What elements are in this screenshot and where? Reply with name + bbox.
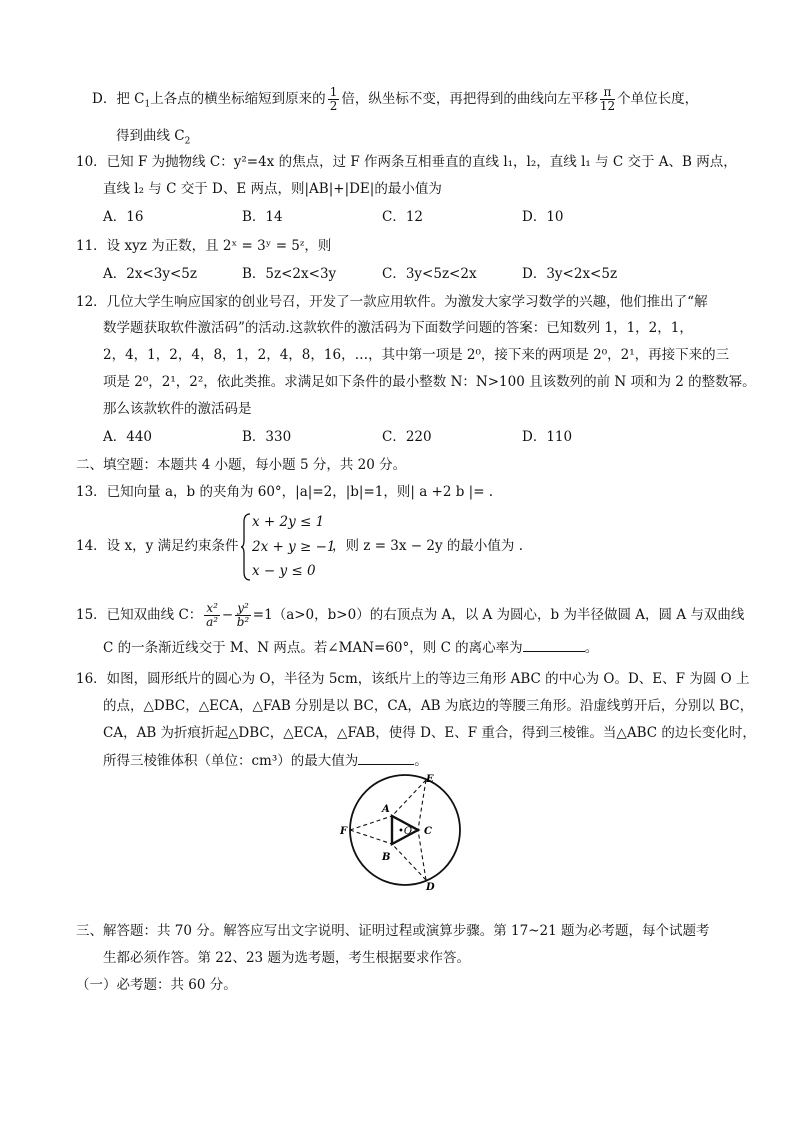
- q11-option-a: A．2x<3y<5z: [103, 266, 197, 282]
- q9-option-d: [92, 86, 698, 113]
- section-2-heading: 二、填空题：本题共 4 小题，每小题 5 分，共 20 分。: [76, 457, 407, 473]
- q11-option-b: B．5z<2x<3y: [242, 266, 337, 282]
- q13-line: 13．已知向量 a，b 的夹角为 60°，|a|=2，|b|=1，则| a +2 b |= .: [76, 484, 494, 500]
- q16-line-3: CA，AB 为折痕折起△DBC，△ECA，△FAB，使得 D、E、F 重合，得到三棱锥。当△ABC 的边长变化时，: [103, 725, 756, 741]
- q10-option-b: B．14: [242, 209, 283, 225]
- q12-line-5: 那么该款软件的激活码是: [103, 401, 252, 417]
- q10-line-1: 10．已知 F 为抛物线 C：y²=4x 的焦点，过 F 作两条互相垂直的直线 l₁，l₂，直线 l₁ 与 C 交于 A、B 两点，: [76, 154, 737, 170]
- fraction-y2-b2: $\frac{\text{y²}}{\text{b²}}$: [236, 601, 250, 629]
- section-3-line-2: 生都必须作答。第 22、23 题为选考题，考生根据要求作答。: [103, 950, 470, 966]
- answer-blank-16: [358, 750, 414, 765]
- q9d-text-4: 个单位长度，: [617, 91, 699, 107]
- q11-option-d: D．3y<2x<5z: [522, 266, 618, 282]
- q16-line-4: 所得三棱锥体积（单位：cm³）的最大值为 。: [103, 750, 428, 771]
- q14-constraint-1: x + 2y ≤ 1: [252, 514, 325, 530]
- q10-option-d: D．10: [522, 209, 564, 225]
- section-3-line-1: 三、解答题：共 70 分。解答应写出文字说明、证明过程或演算步骤。第 17~21 题为必考题，每个试题考: [76, 923, 710, 939]
- subsection-required: （一）必考题：共 60 分。: [76, 977, 237, 993]
- minus-sign: −: [221, 607, 234, 623]
- q14-prefix: 14．设 x，y 满足约束条件: [76, 538, 239, 554]
- q16-line-2: 的点，△DBC，△ECA，△FAB 分别是以 BC，CA，AB 为底边的等腰三角形。沿虚线剪开后，分别以 BC，: [103, 698, 754, 714]
- circle-triangle-figure: [338, 772, 468, 892]
- q14-constraint-3: x − y ≤ 0: [252, 563, 316, 579]
- q12-option-b: B．330: [242, 429, 292, 445]
- dash-fa: [350, 816, 392, 830]
- q10-option-a: A．16: [103, 209, 144, 225]
- q12-option-d: D．110: [522, 429, 573, 445]
- answer-blank-15: [523, 637, 585, 652]
- label-f: F: [340, 826, 348, 837]
- q9d-continuation: 得到曲线 $C_2$: [116, 128, 191, 147]
- q11-option-c: C．3y<5z<2x: [382, 266, 477, 282]
- label-e: E: [426, 774, 434, 785]
- q14-suffix: ，则 z = 3x − 2y 的最小值为 .: [332, 538, 523, 554]
- constraint-brace: [240, 512, 252, 582]
- dash-fb: [350, 830, 392, 844]
- fraction-pi-12: $\frac{\pi}{12}$: [599, 85, 616, 113]
- fraction-one-half: $\frac{1}{2}$: [329, 85, 338, 113]
- label-o: •O: [398, 826, 413, 837]
- q9d-text-2: 上各点的横坐标缩短到原来的: [150, 91, 326, 107]
- q15-prefix: 15．已知双曲线 C：: [76, 607, 203, 623]
- q14-constraint-2: 2x + y ≥ −1: [252, 539, 336, 555]
- q10-option-c: C．12: [382, 209, 424, 225]
- q12-line-2: 数学题获取软件激活码”的活动.这款软件的激活码为下面数学问题的答案：已知数列 1，1，2，1，: [103, 320, 693, 336]
- q11-line-1: 11．设 xyz 为正数，且 2ˣ = 3ʸ = 5ᶻ，则: [76, 238, 332, 254]
- q16-line-1: 16．如图，圆形纸片的圆心为 O，半径为 5cm，该纸片上的等边三角形 ABC 的中心为 O。D、E、F 为圆 O 上: [76, 671, 750, 687]
- q9d-sub-1: 1: [144, 99, 151, 110]
- fraction-x2-a2: $\frac{\text{x²}}{\text{a²}}$: [206, 601, 219, 629]
- label-d: D: [426, 882, 435, 892]
- label-c: C: [424, 826, 432, 837]
- q10-line-2: 直线 l₂ 与 C 交于 D、E 两点，则|AB|+|DE|的最小值为: [103, 181, 442, 197]
- q9d-text-1: 把 C: [116, 91, 145, 107]
- q12-option-a: A．440: [103, 429, 153, 445]
- label-b: B: [382, 852, 391, 863]
- q12-line-1: 12．几位大学生响应国家的创业号召，开发了一款应用软件。为激发大家学习数学的兴趣，他们推出了“解: [76, 294, 708, 310]
- label-a: A: [382, 804, 390, 815]
- q12-option-c: C．220: [382, 429, 432, 445]
- q9d-text-3: 倍，纵坐标不变，再把得到的曲线向左平移: [341, 91, 598, 107]
- q12-line-4: 项是 2⁰，2¹，2²，依此类推。求满足如下条件的最小整数 N：N>100 且该数列的前 N 项和为 2 的整数幂。: [103, 374, 756, 390]
- q9d-label: D．: [92, 91, 117, 107]
- q15-line-2: C 的一条渐近线交于 M、N 两点。若∠MAN=60°，则 C 的离心率为 。: [103, 637, 598, 658]
- q12-line-3: 2，4，1，2，4，8，1，2，4，8，16，…，其中第一项是 2⁰，接下来的两项是 2⁰，2¹，再接下来的三: [103, 347, 730, 363]
- q15-text: =1（a>0，b>0）的右顶点为 A，以 A 为圆心，b 为半径做圆 A，圆 A 与双曲线: [252, 607, 745, 623]
- q15-line-1: [76, 602, 744, 629]
